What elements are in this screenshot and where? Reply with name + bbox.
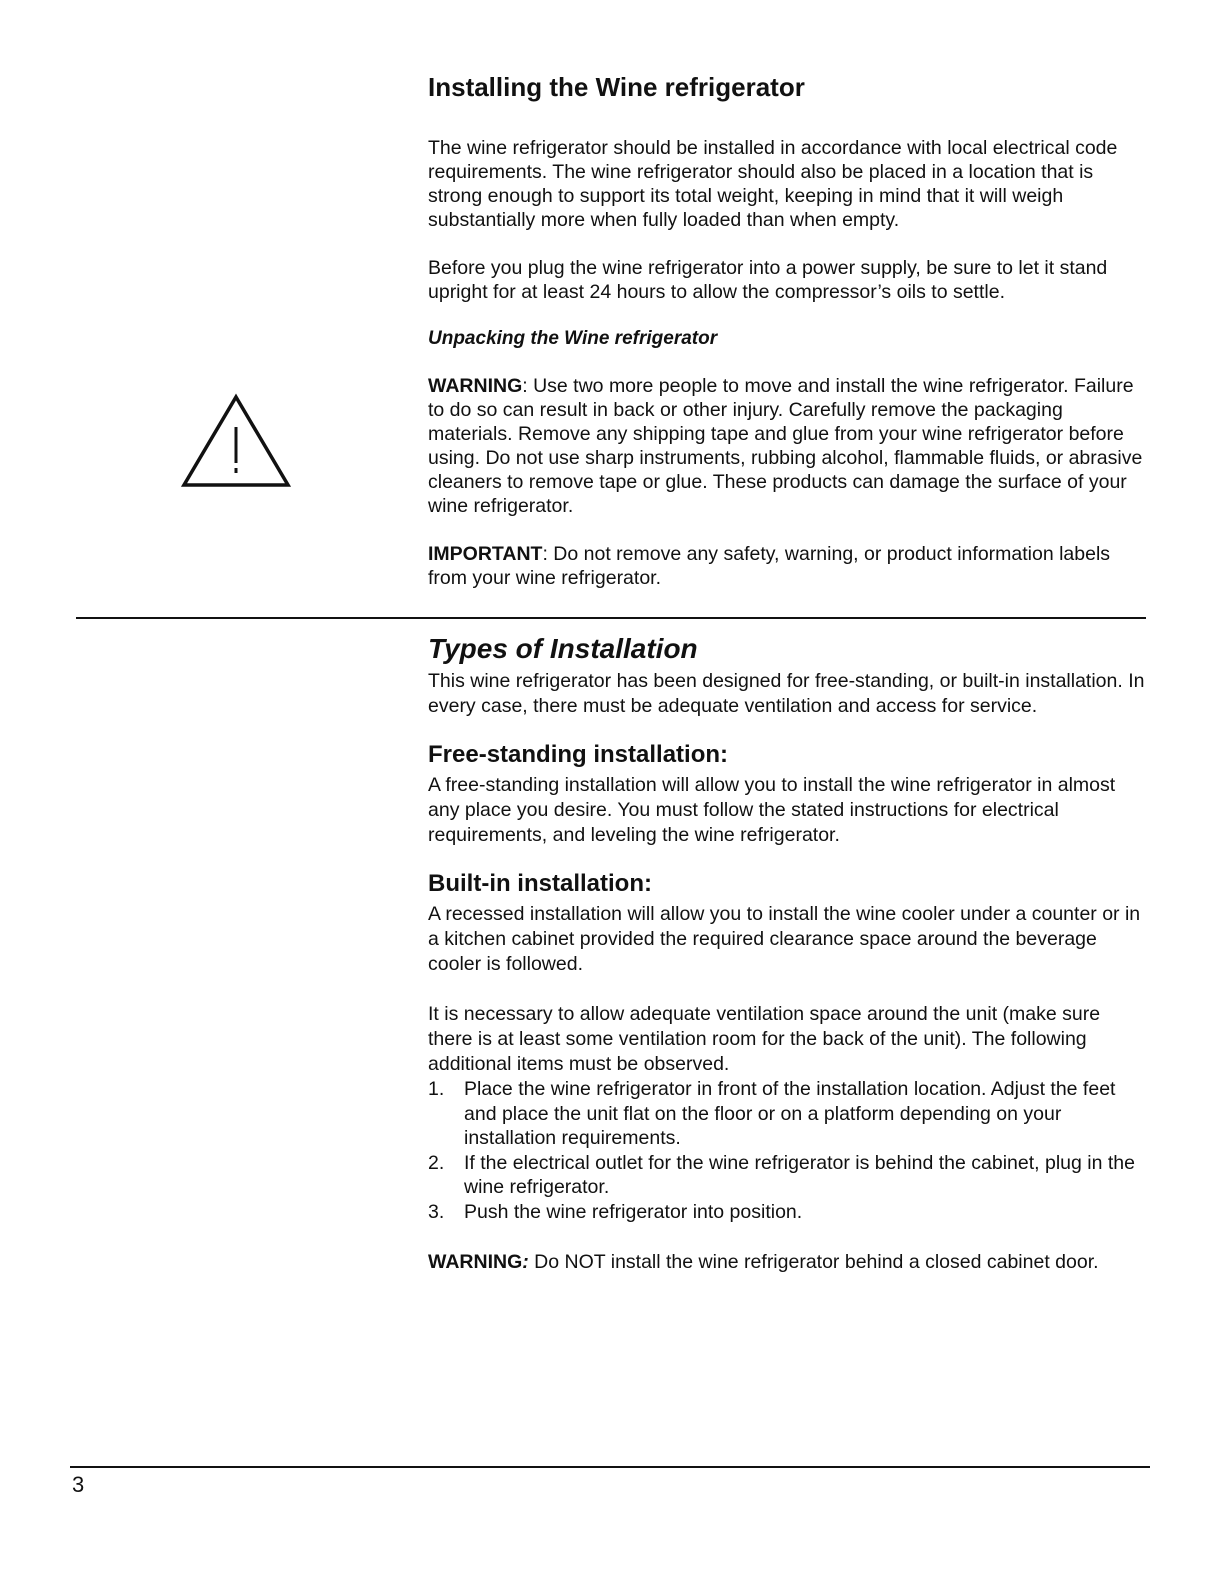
installation-steps: [428, 1077, 1148, 1224]
page-number: 3: [72, 1472, 85, 1497]
section2-body: [428, 633, 1148, 1275]
types-intro: This wine refrigerator has been designed for free-standing, or built-in installation. In every case, there must be adequate ventilation and access for service.: [428, 670, 1145, 717]
section1-body: [428, 136, 1148, 590]
list-item: 1. Place the wine refrigerator in front of the installation location. Adjust the feet and place the unit flat on the floor or on a platform depending on your installation requirements.: [428, 1078, 1116, 1149]
builtin-title: Built-in installation:: [428, 870, 652, 897]
ventilation-text: It is necessary to allow adequate ventilation space around the unit (make sure there is at least some ventilation room for the back of the unit). The following additional items must be observed.: [428, 1003, 1101, 1075]
list-item: 2. If the electrical outlet for the wine refrigerator is behind the cabinet, plug in the wine refrigerator.: [428, 1151, 1135, 1198]
final-warning: [428, 1250, 1148, 1275]
footer-rule: [70, 1466, 1150, 1468]
list-item: 3. Push the wine refrigerator into position.: [428, 1200, 803, 1223]
warning-text: : Use two more people to move and install the wine refrigerator. Failure to do so can result in back or other injury. Carefully remove the packaging materials. Remove any shipping tape and glue from your wine refrigerator before using. Do not use sharp instruments, rubbing alcohol, flammable fluids, or abrasive cleaners to remove tape or glue. These products can damage the surface of your wine refrigerator.: [428, 375, 1143, 517]
important-text: : Do not remove any safety, warning, or product information labels from your wine refrigerator.: [428, 543, 1111, 589]
final-warning-label: WARNING: [428, 1251, 523, 1273]
page-title: Installing the Wine refrigerator: [428, 72, 805, 102]
freestanding-title: Free-standing installation:: [428, 741, 729, 768]
freestanding-text: A free-standing installation will allow you to install the wine refrigerator in almost any place you desire. You must follow the stated instructions for electrical requirements, and leveling the wine refrigerator.: [428, 774, 1116, 846]
power-paragraph: Before you plug the wine refrigerator into a power supply, be sure to let it stand upright for at least 24 hours to allow the compressor’s oils to settle.: [428, 257, 1108, 303]
warning-paragraph: [428, 374, 1148, 518]
intro-paragraph: The wine refrigerator should be installed in accordance with local electrical code requirements. The wine refrigerator should also be placed in a location that is strong enough to support its total weight, keeping in mind that it will weigh substantially more when fully loaded than when empty.: [428, 137, 1118, 231]
final-warning-colon: :: [522, 1251, 529, 1273]
final-warning-text: Do NOT install the wine refrigerator behind a closed cabinet door.: [528, 1251, 1099, 1273]
types-title: Types of Installation: [428, 633, 698, 664]
warning-label: WARNING: [428, 375, 523, 397]
important-label: IMPORTANT: [428, 543, 543, 565]
warning-triangle-icon: [180, 393, 292, 489]
builtin-text: A recessed installation will allow you to install the wine cooler under a counter or in a kitchen cabinet provided the required clearance space around the beverage cooler is followed.: [428, 903, 1141, 975]
important-paragraph: [428, 542, 1148, 590]
unpacking-title: Unpacking the Wine refrigerator: [428, 328, 718, 349]
section-divider: [76, 617, 1146, 619]
